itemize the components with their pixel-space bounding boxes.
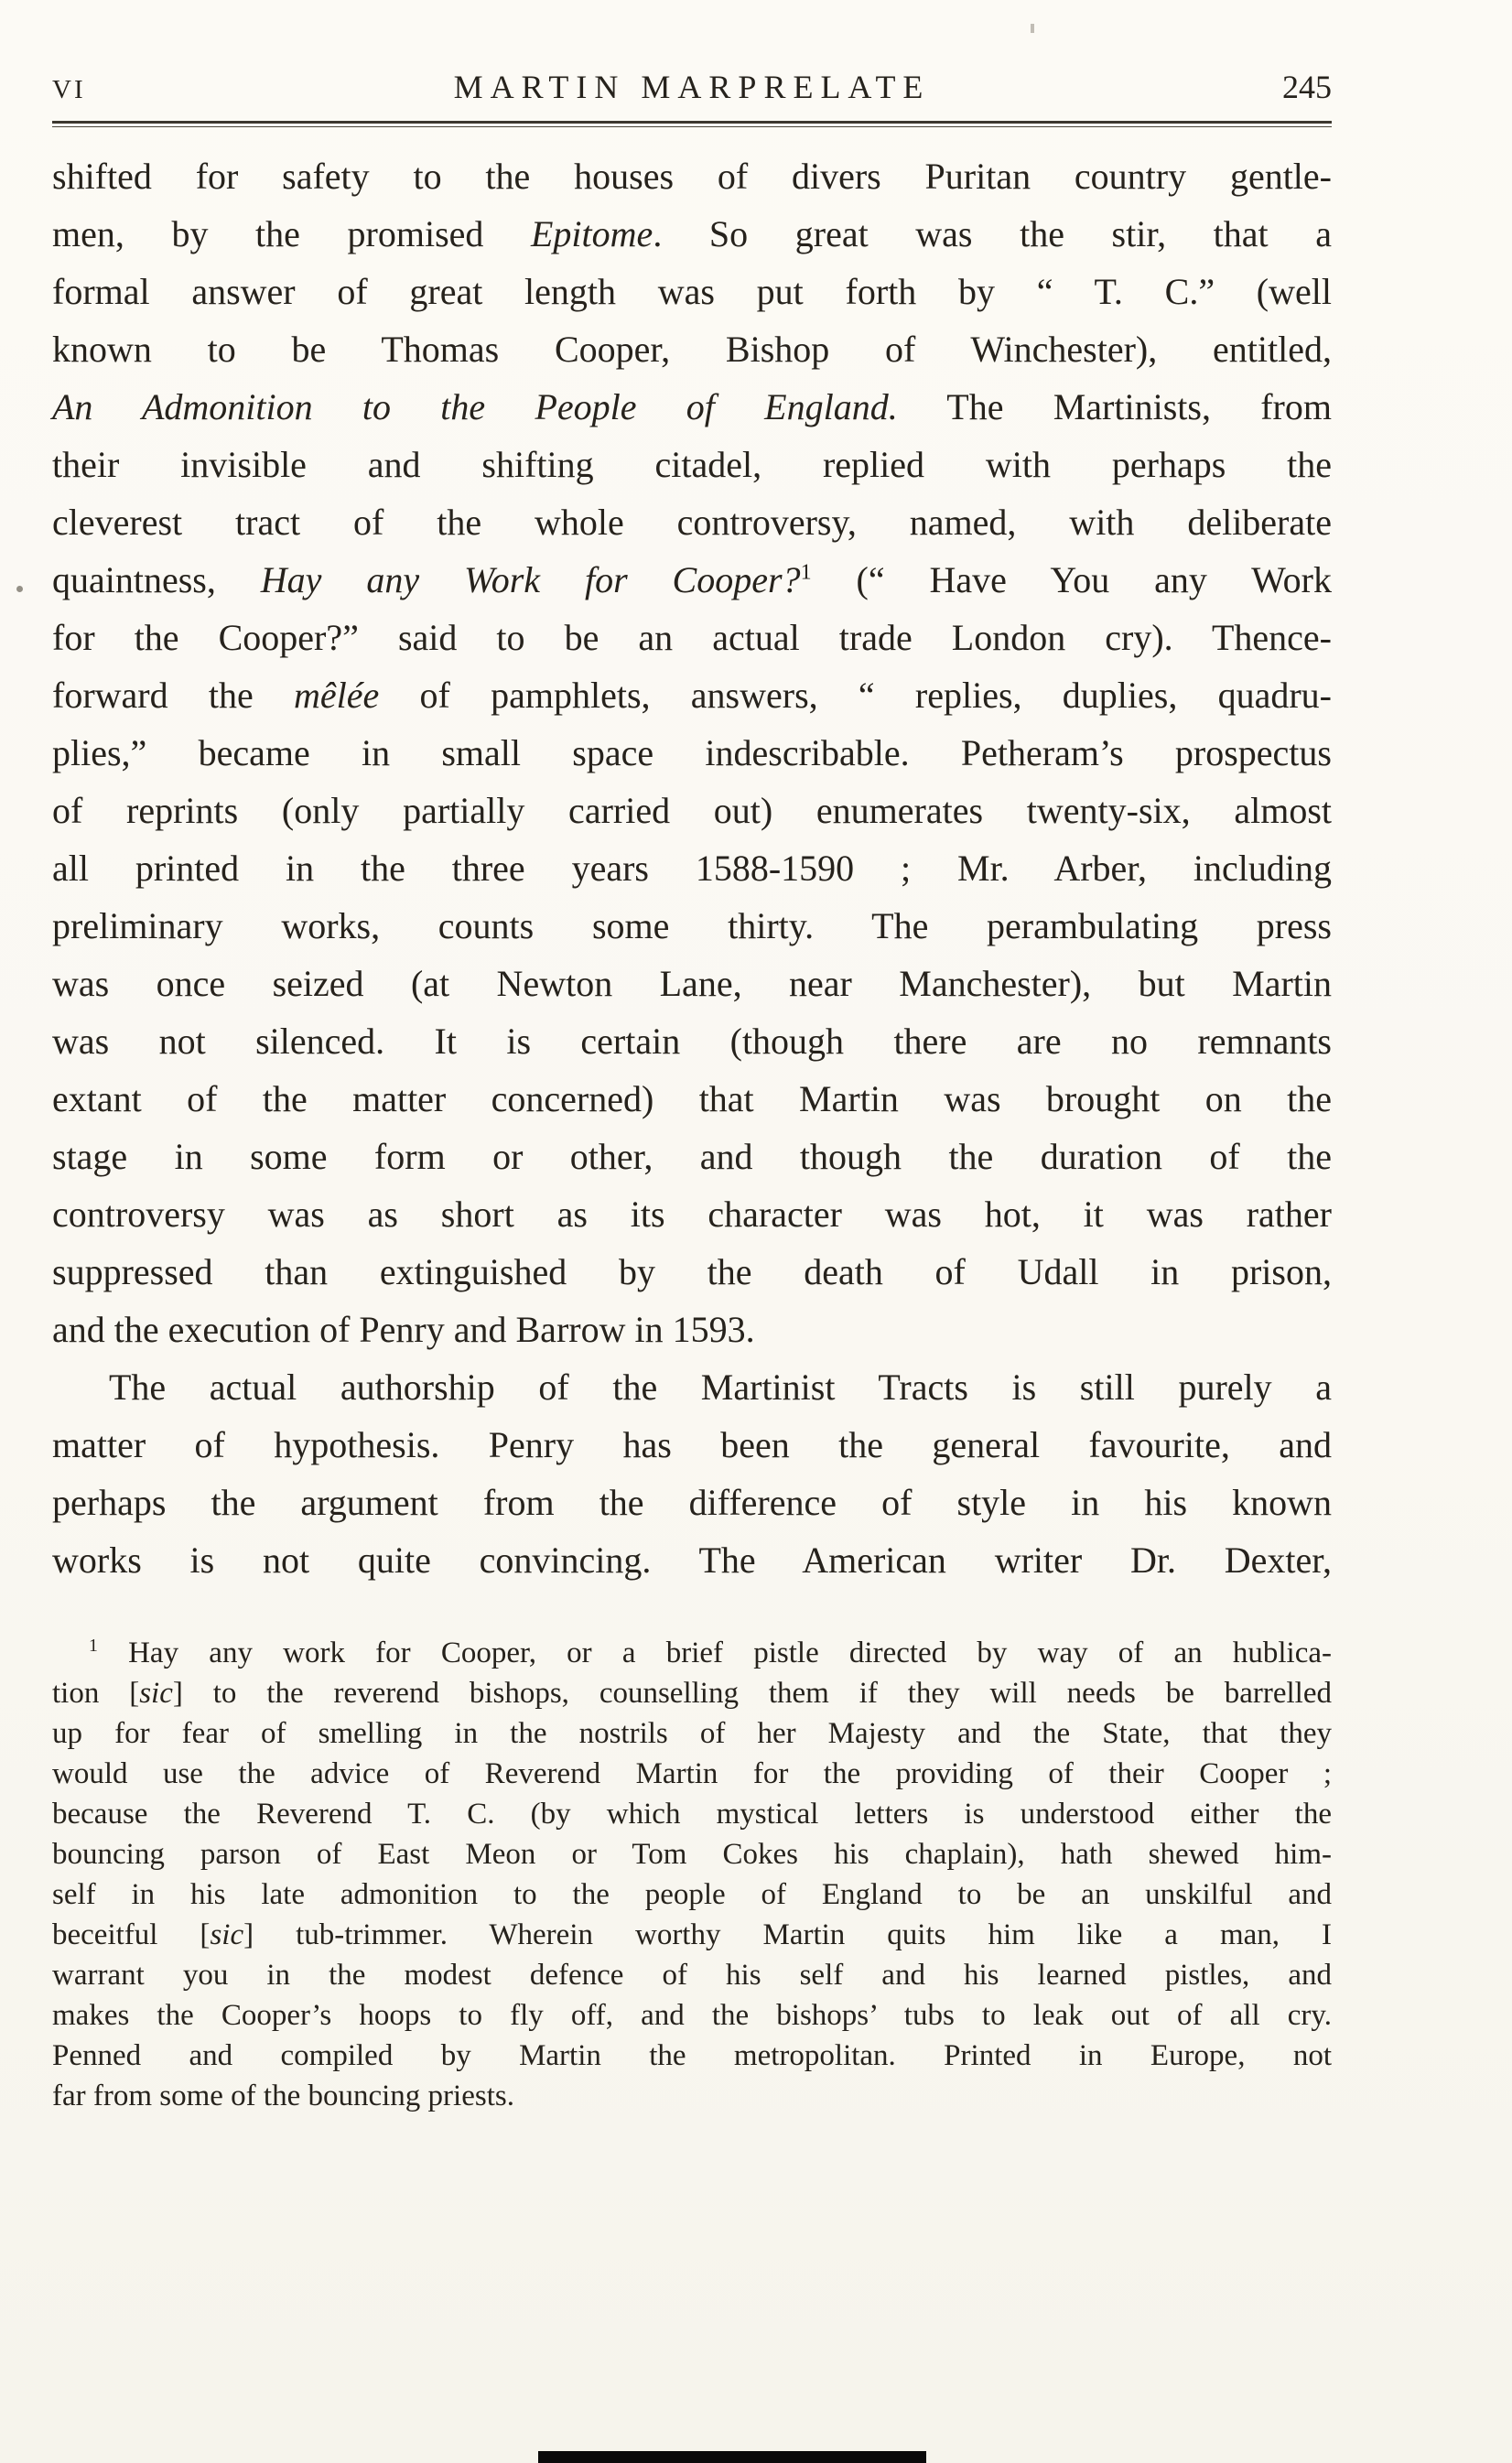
body-text	[52, 147, 1332, 1589]
italic-text: An Admonition to the People of England.	[52, 386, 898, 427]
header-rule	[52, 121, 1332, 127]
footnote	[52, 1633, 1332, 2116]
page-header	[52, 68, 1332, 110]
text-line: far from some of the bouncing priests.	[52, 2080, 514, 2112]
italic-text: sic	[139, 1677, 173, 1710]
text-line: works is not quite convincing. The American writer Dr. Dexter,	[52, 1539, 1332, 1581]
text-line: was not silenced. It is certain (though there are no remnants	[52, 1021, 1332, 1062]
text-line: was once seized (at Newton Lane, near Manchester), but Martin	[52, 963, 1332, 1004]
text-line: $^1$ Hay any work for Cooper, or a brief pistle directed by way of an hublica-	[89, 1636, 1332, 1669]
scan-edge-artifact	[538, 2451, 926, 2463]
text-line: extant of the matter concerned) that Martin was brought on the	[52, 1078, 1332, 1119]
text-line: all printed in the three years 1588-1590 ; Mr. Arber, including	[52, 848, 1332, 889]
text-line: quaintness, Hay any Work for Cooper?$^1$ (“ Have You any Work	[52, 559, 1332, 600]
text-line: forward the mêlée of pamphlets, answers, “ replies, duplies, quadru-	[52, 675, 1332, 716]
running-title: MARTIN MARPRELATE	[453, 69, 931, 105]
page-content	[52, 68, 1332, 2116]
text-line: Penned and compiled by Martin the metropolitan. Printed in Europe, not	[52, 2039, 1332, 2072]
text-line: controversy was as short as its character was hot, it was rather	[52, 1194, 1332, 1235]
text-line: bouncing parson of East Meon or Tom Cokes his chaplain), hath shewed him-	[52, 1838, 1332, 1871]
text-line: their invisible and shifting citadel, replied with perhaps the	[52, 444, 1332, 485]
chapter-numeral: VI	[52, 75, 86, 104]
footnote-marker: 1	[800, 560, 812, 585]
italic-text: Hay any Work for Cooper?	[260, 559, 801, 600]
italic-text: sic	[210, 1918, 244, 1951]
paragraph	[52, 147, 1332, 1358]
text-line: for the Cooper?” said to be an actual trade London cry). Thence-	[52, 617, 1332, 658]
text-line: beceitful [sic] tub-trimmer. Wherein worthy Martin quits him like a man, I	[52, 1918, 1332, 1951]
text-line: known to be Thomas Cooper, Bishop of Winchester), entitled,	[52, 329, 1332, 370]
text-line: shifted for safety to the houses of divers Puritan country gentle-	[52, 156, 1332, 197]
paragraph	[52, 1633, 1332, 2116]
text-line: preliminary works, counts some thirty. The perambulating press	[52, 905, 1332, 946]
text-line: makes the Cooper’s hoops to fly off, and the bishops’ tubs to leak out of all cry.	[52, 1999, 1332, 2032]
paragraph	[52, 1358, 1332, 1589]
text-line: would use the advice of Reverend Martin for the providing of their Cooper ;	[52, 1757, 1332, 1790]
text-line: tion [sic] to the reverend bishops, counselling them if they will needs be barrelled	[52, 1677, 1332, 1710]
text-line: plies,” became in small space indescribable. Petheram’s prospectus	[52, 732, 1332, 773]
italic-text: Epitome	[531, 213, 653, 254]
text-line: suppressed than extinguished by the death of Udall in prison,	[52, 1251, 1332, 1292]
text-line: cleverest tract of the whole controversy, named, with deliberate	[52, 502, 1332, 543]
text-line: An Admonition to the People of England. The Martinists, from	[52, 386, 1332, 427]
text-line: self in his late admonition to the people of England to be an unskilful and	[52, 1878, 1332, 1911]
text-line: of reprints (only partially carried out) enumerates twenty-six, almost	[52, 790, 1332, 831]
text-line: matter of hypothesis. Penry has been the general favourite, and	[52, 1424, 1332, 1465]
italic-text: mêlée	[294, 675, 380, 716]
text-line: perhaps the argument from the difference of style in his known	[52, 1482, 1332, 1523]
text-line: formal answer of great length was put forth by “ T. C.” (well	[52, 271, 1332, 312]
text-line: The actual authorship of the Martinist Tracts is still purely a	[109, 1367, 1332, 1408]
scan-speck	[1031, 24, 1034, 33]
text-line: warrant you in the modest defence of his self and his learned pistles, and	[52, 1959, 1332, 1992]
margin-mark	[16, 586, 23, 592]
text-line: up for fear of smelling in the nostrils of her Majesty and the State, that they	[52, 1717, 1332, 1750]
footnote-marker: 1	[89, 1636, 98, 1656]
text-line: and the execution of Penry and Barrow in 1593.	[52, 1309, 755, 1350]
text-line: stage in some form or other, and though the duration of the	[52, 1136, 1332, 1177]
page-number: 245	[1282, 69, 1332, 105]
text-line: because the Reverend T. C. (by which mystical letters is understood either the	[52, 1798, 1332, 1831]
text-line: men, by the promised Epitome. So great was the stir, that a	[52, 213, 1332, 254]
